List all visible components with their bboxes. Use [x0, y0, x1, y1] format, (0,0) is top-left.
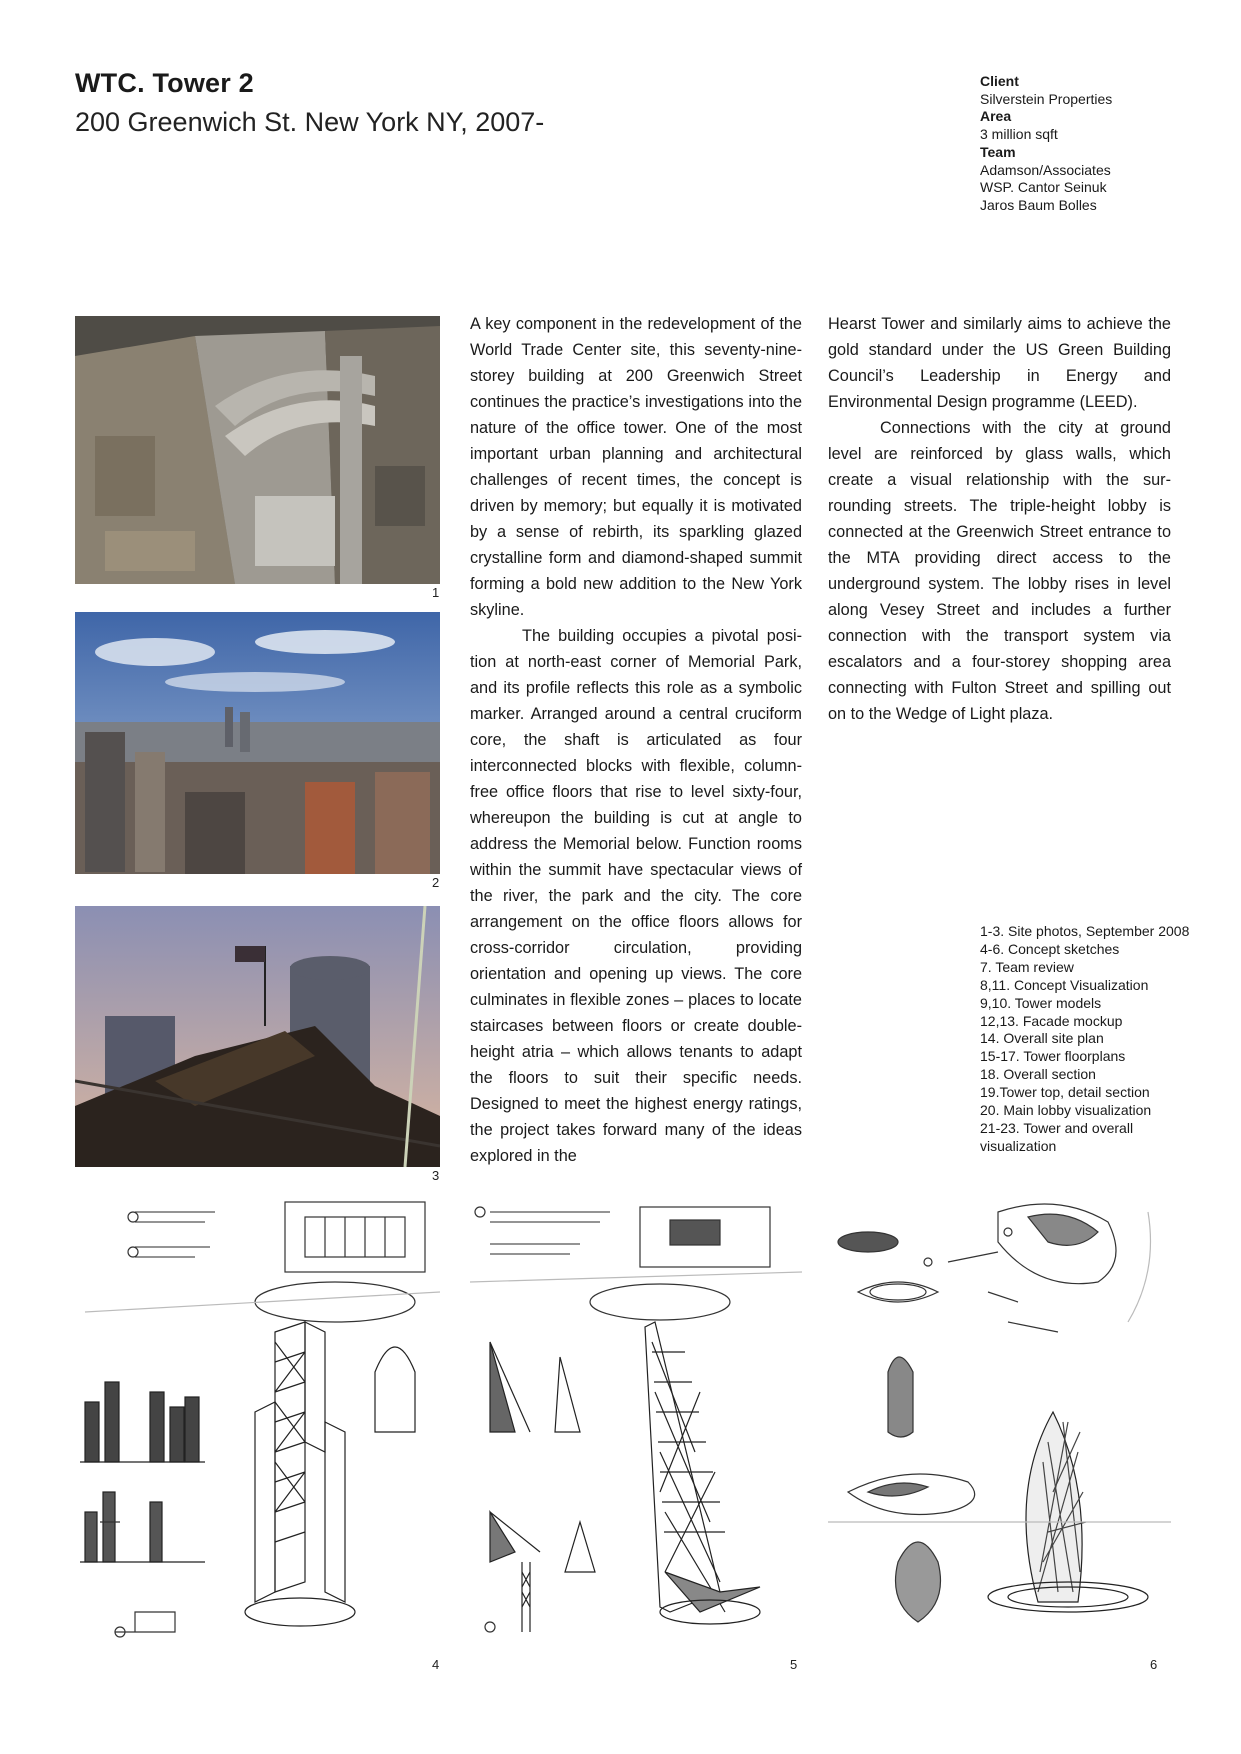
caption: 18. Overall section — [980, 1066, 1096, 1083]
site-photo-2 — [75, 612, 440, 874]
body-paragraph: A key component in the redevelopment of the World Trade Center site, this seventy-nine-storey building at 200 Greenwich Street continues the practice’s investigations into the nature of the office tower. One of the most important urban planning and architectural challenges of recent times, the concept is driven by memory; but equally it is motivated by a sense of rebirth, its sparkling glazed crystalline form and diamond-shaped summit forming a bold new addition to the New York skyline. — [470, 315, 802, 619]
team-member: Jaros Baum Bolles — [980, 196, 1097, 213]
caption: 12,13. Facade mockup — [980, 1012, 1123, 1029]
dusk-site-image — [75, 906, 440, 1167]
concept-sketch-6 — [828, 1192, 1171, 1652]
body-paragraph: Connections with the city at ground level are reinforced by glass walls, which create a visual relationship with the surrounding streets. The triple-height lobby is connected at the Greenwich Street entrance to the MTA providing direct access to the underground system. The lobby rises in level along Vesey Street and includes a further connection with the transport system via escalators and a four-storey shopping area connecting with Fulton Street and spilling out on to the Wedge of Light plaza. — [828, 419, 1171, 723]
caption: 21-23. Tower and overall visualization — [980, 1119, 1134, 1154]
caption: 1-3. Site photos, September 2008 — [980, 923, 1190, 939]
caption: 9,10. Tower models — [980, 994, 1102, 1011]
tower-sketch-image — [828, 1192, 1171, 1652]
team-member: Adamson/Associates — [980, 161, 1111, 178]
area-value: 3 million sqft — [980, 126, 1058, 143]
figure-number: 3 — [432, 1168, 440, 1183]
caption: 8,11. Concept Visualization — [980, 976, 1149, 993]
page-title: WTC. Tower 2 — [75, 68, 254, 98]
page-subtitle: 200 Greenwich St. New York NY, 2007- — [75, 107, 545, 137]
caption: 4-6. Concept sketches — [980, 940, 1120, 957]
caption: 20. Main lobby visualization — [980, 1102, 1152, 1119]
tower-sketch-image — [470, 1192, 802, 1652]
team-member: WSP. Cantor Seinuk — [980, 179, 1107, 196]
client-value: Silverstein Properties — [980, 90, 1113, 107]
body-paragraph: The building occupies a pivotal position at north-east corner of Memorial Park, and its profile reflects this role as a symbolic marker. Arranged around a central cruciform core, the shaft is articulated as four interconnected blocks with flexible, column-free office floors that rise to level sixty-four, whereupon the building is cut at angle to address the Memorial below. Function rooms within the summit have spectacular views of the river, the park and the city. The core arrangement on the office floors allows for cross-corridor circulation, providing orientation and opening up views. The core culminates in flexible zones – places to locate staircases between floors or create double-height atria – which allows tenants to adapt the floors to suit their specific needs. Designed to meet the highest energy ratings, the project takes forward many of the ideas explored in the — [470, 627, 802, 1165]
figure-captions — [980, 923, 1190, 1156]
figure-number: 6 — [1150, 1657, 1158, 1672]
site-photo-1 — [75, 316, 440, 584]
caption: 14. Overall site plan — [980, 1030, 1104, 1047]
caption: 15-17. Tower floorplans — [980, 1048, 1126, 1065]
caption: 19.Tower top, detail section — [980, 1084, 1150, 1101]
figure-number: 1 — [432, 585, 440, 600]
figure-number: 2 — [432, 875, 440, 890]
team-label: Team — [980, 143, 1016, 160]
body-column-2 — [828, 311, 1171, 727]
project-info — [980, 73, 1200, 215]
body-column-1 — [470, 311, 802, 1169]
concept-sketch-5 — [470, 1192, 802, 1652]
caption: 7. Team review — [980, 958, 1074, 975]
figure-number: 4 — [432, 1657, 440, 1672]
site-photo-3 — [75, 906, 440, 1167]
area-label: Area — [980, 108, 1012, 125]
body-paragraph: Hearst Tower and similarly aims to achieve the gold standard under the US Green Building Council’s Leadership in Energy and Environmental Design programme (LEED). — [828, 315, 1171, 411]
construction-site-image — [75, 316, 440, 584]
tower-sketch-image — [75, 1192, 440, 1652]
client-label: Client — [980, 73, 1019, 89]
figure-number: 5 — [790, 1657, 798, 1672]
concept-sketch-4 — [75, 1192, 440, 1652]
skyline-image — [75, 612, 440, 874]
